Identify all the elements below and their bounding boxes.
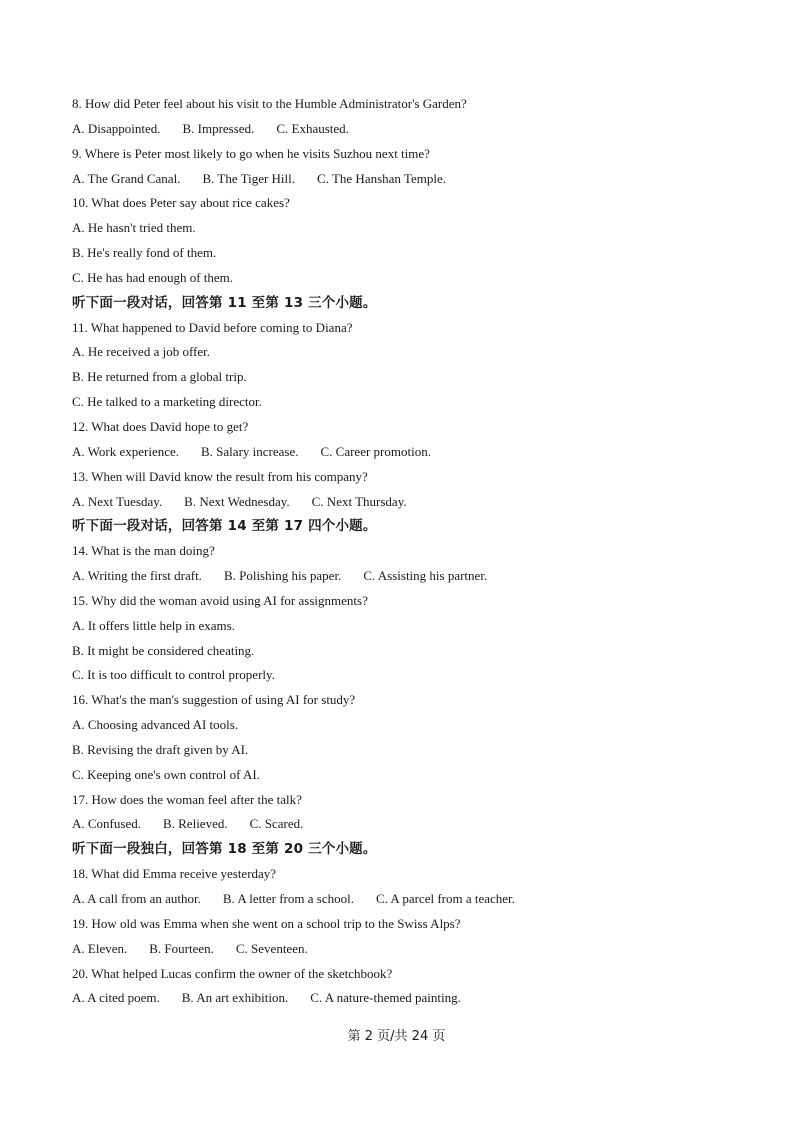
answer-option: B. A letter from a school. [222, 891, 354, 906]
answer-options-row [72, 887, 732, 912]
question-text: 19. How old was Emma when she went on a school trip to the Swiss Alps? [72, 915, 461, 931]
answer-option: A. Choosing advanced AI tools. [72, 717, 239, 733]
question-text: 9. Where is Peter most likely to go when he visits Suzhou next time? [72, 145, 430, 161]
answer-option: B. He's really fond of them. [72, 245, 217, 261]
exam-page-content [72, 92, 732, 1011]
answer-option: A. Confused. [72, 816, 141, 832]
question-text: 20. What helped Lucas confirm the owner of the sketchbook? [72, 965, 393, 981]
answer-option: B. Polishing his paper. [223, 568, 342, 584]
page-number-footer: 第 2 页/共 24 页 [347, 1029, 446, 1044]
answer-option: B. Impressed. [182, 120, 255, 136]
answer-option: A. A cited poem. [72, 990, 160, 1006]
answer-option: A. Next Tuesday. [72, 493, 163, 509]
answer-option: A. Disappointed. [72, 120, 161, 136]
answer-option: A. Work experience. [72, 443, 180, 459]
answer-option: B. An art exhibition. [181, 990, 289, 1006]
section-instruction: 听下面一段对话，回答第 11 至第 13 三个小题。 [72, 294, 377, 311]
answer-option: A. It offers little help in exams. [72, 617, 235, 633]
answer-option: B. It might be considered cheating. [72, 642, 255, 658]
answer-option: B. He returned from a global trip. [72, 369, 247, 385]
question-text: 11. What happened to David before coming to Diana? [72, 319, 353, 335]
answer-option: A. A call from an author. [72, 891, 201, 906]
question-text: 10. What does Peter say about rice cakes? [72, 195, 290, 211]
answer-option: C. A nature-themed painting. [310, 990, 461, 1006]
answer-options-row [72, 167, 732, 192]
answer-options-row [72, 490, 732, 515]
question-text: 13. When will David know the result from his company? [72, 468, 368, 484]
answer-options-row [72, 986, 732, 1011]
answer-option: A. Writing the first draft. [72, 568, 202, 584]
question-text: 16. What's the man's suggestion of using AI for study? [72, 692, 356, 708]
answer-options-row [72, 564, 732, 589]
answer-options-row [72, 937, 732, 962]
answer-option: C. Assisting his partner. [363, 568, 488, 584]
question-text: 15. Why did the woman avoid using AI for assignments? [72, 592, 368, 608]
section-instruction: 听下面一段对话，回答第 14 至第 17 四个小题。 [72, 518, 377, 535]
answer-option: C. Scared. [249, 816, 304, 832]
answer-option: A. He hasn't tried them. [72, 220, 196, 236]
answer-option: B. The Tiger Hill. [202, 170, 296, 186]
answer-option: A. Eleven. [72, 940, 128, 956]
answer-option: C. Career promotion. [320, 443, 431, 459]
answer-options-row [72, 440, 732, 465]
answer-option: B. Revising the draft given by AI. [72, 741, 249, 757]
section-instruction: 听下面一段独白，回答第 18 至第 20 三个小题。 [72, 841, 377, 858]
answer-option: A. The Grand Canal. [72, 170, 181, 186]
answer-option: C. It is too difficult to control properly. [72, 667, 275, 683]
question-text: 18. What did Emma receive yesterday? [72, 866, 277, 882]
question-text: 14. What is the man doing? [72, 543, 215, 559]
answer-option: C. Keeping one's own control of AI. [72, 766, 260, 782]
answer-option: C. He has had enough of them. [72, 269, 234, 285]
answer-option: C. A parcel from a teacher. [375, 891, 515, 906]
question-text: 17. How does the woman feel after the talk? [72, 791, 302, 807]
answer-option: B. Next Wednesday. [184, 493, 290, 509]
answer-option: B. Salary increase. [201, 443, 299, 459]
answer-option: C. He talked to a marketing director. [72, 394, 262, 410]
answer-option: C. The Hanshan Temple. [317, 170, 446, 186]
answer-option: B. Fourteen. [149, 940, 214, 956]
answer-option: B. Relieved. [162, 816, 228, 832]
answer-options-row [72, 117, 732, 142]
answer-option: C. Next Thursday. [311, 493, 407, 509]
question-text: 8. How did Peter feel about his visit to the Humble Administrator's Garden? [72, 96, 467, 111]
answer-option: C. Seventeen. [235, 940, 308, 956]
answer-option: C. Exhausted. [276, 120, 349, 136]
question-text: 12. What does David hope to get? [72, 418, 249, 434]
answer-options-row [72, 812, 732, 837]
answer-option: A. He received a job offer. [72, 344, 211, 360]
